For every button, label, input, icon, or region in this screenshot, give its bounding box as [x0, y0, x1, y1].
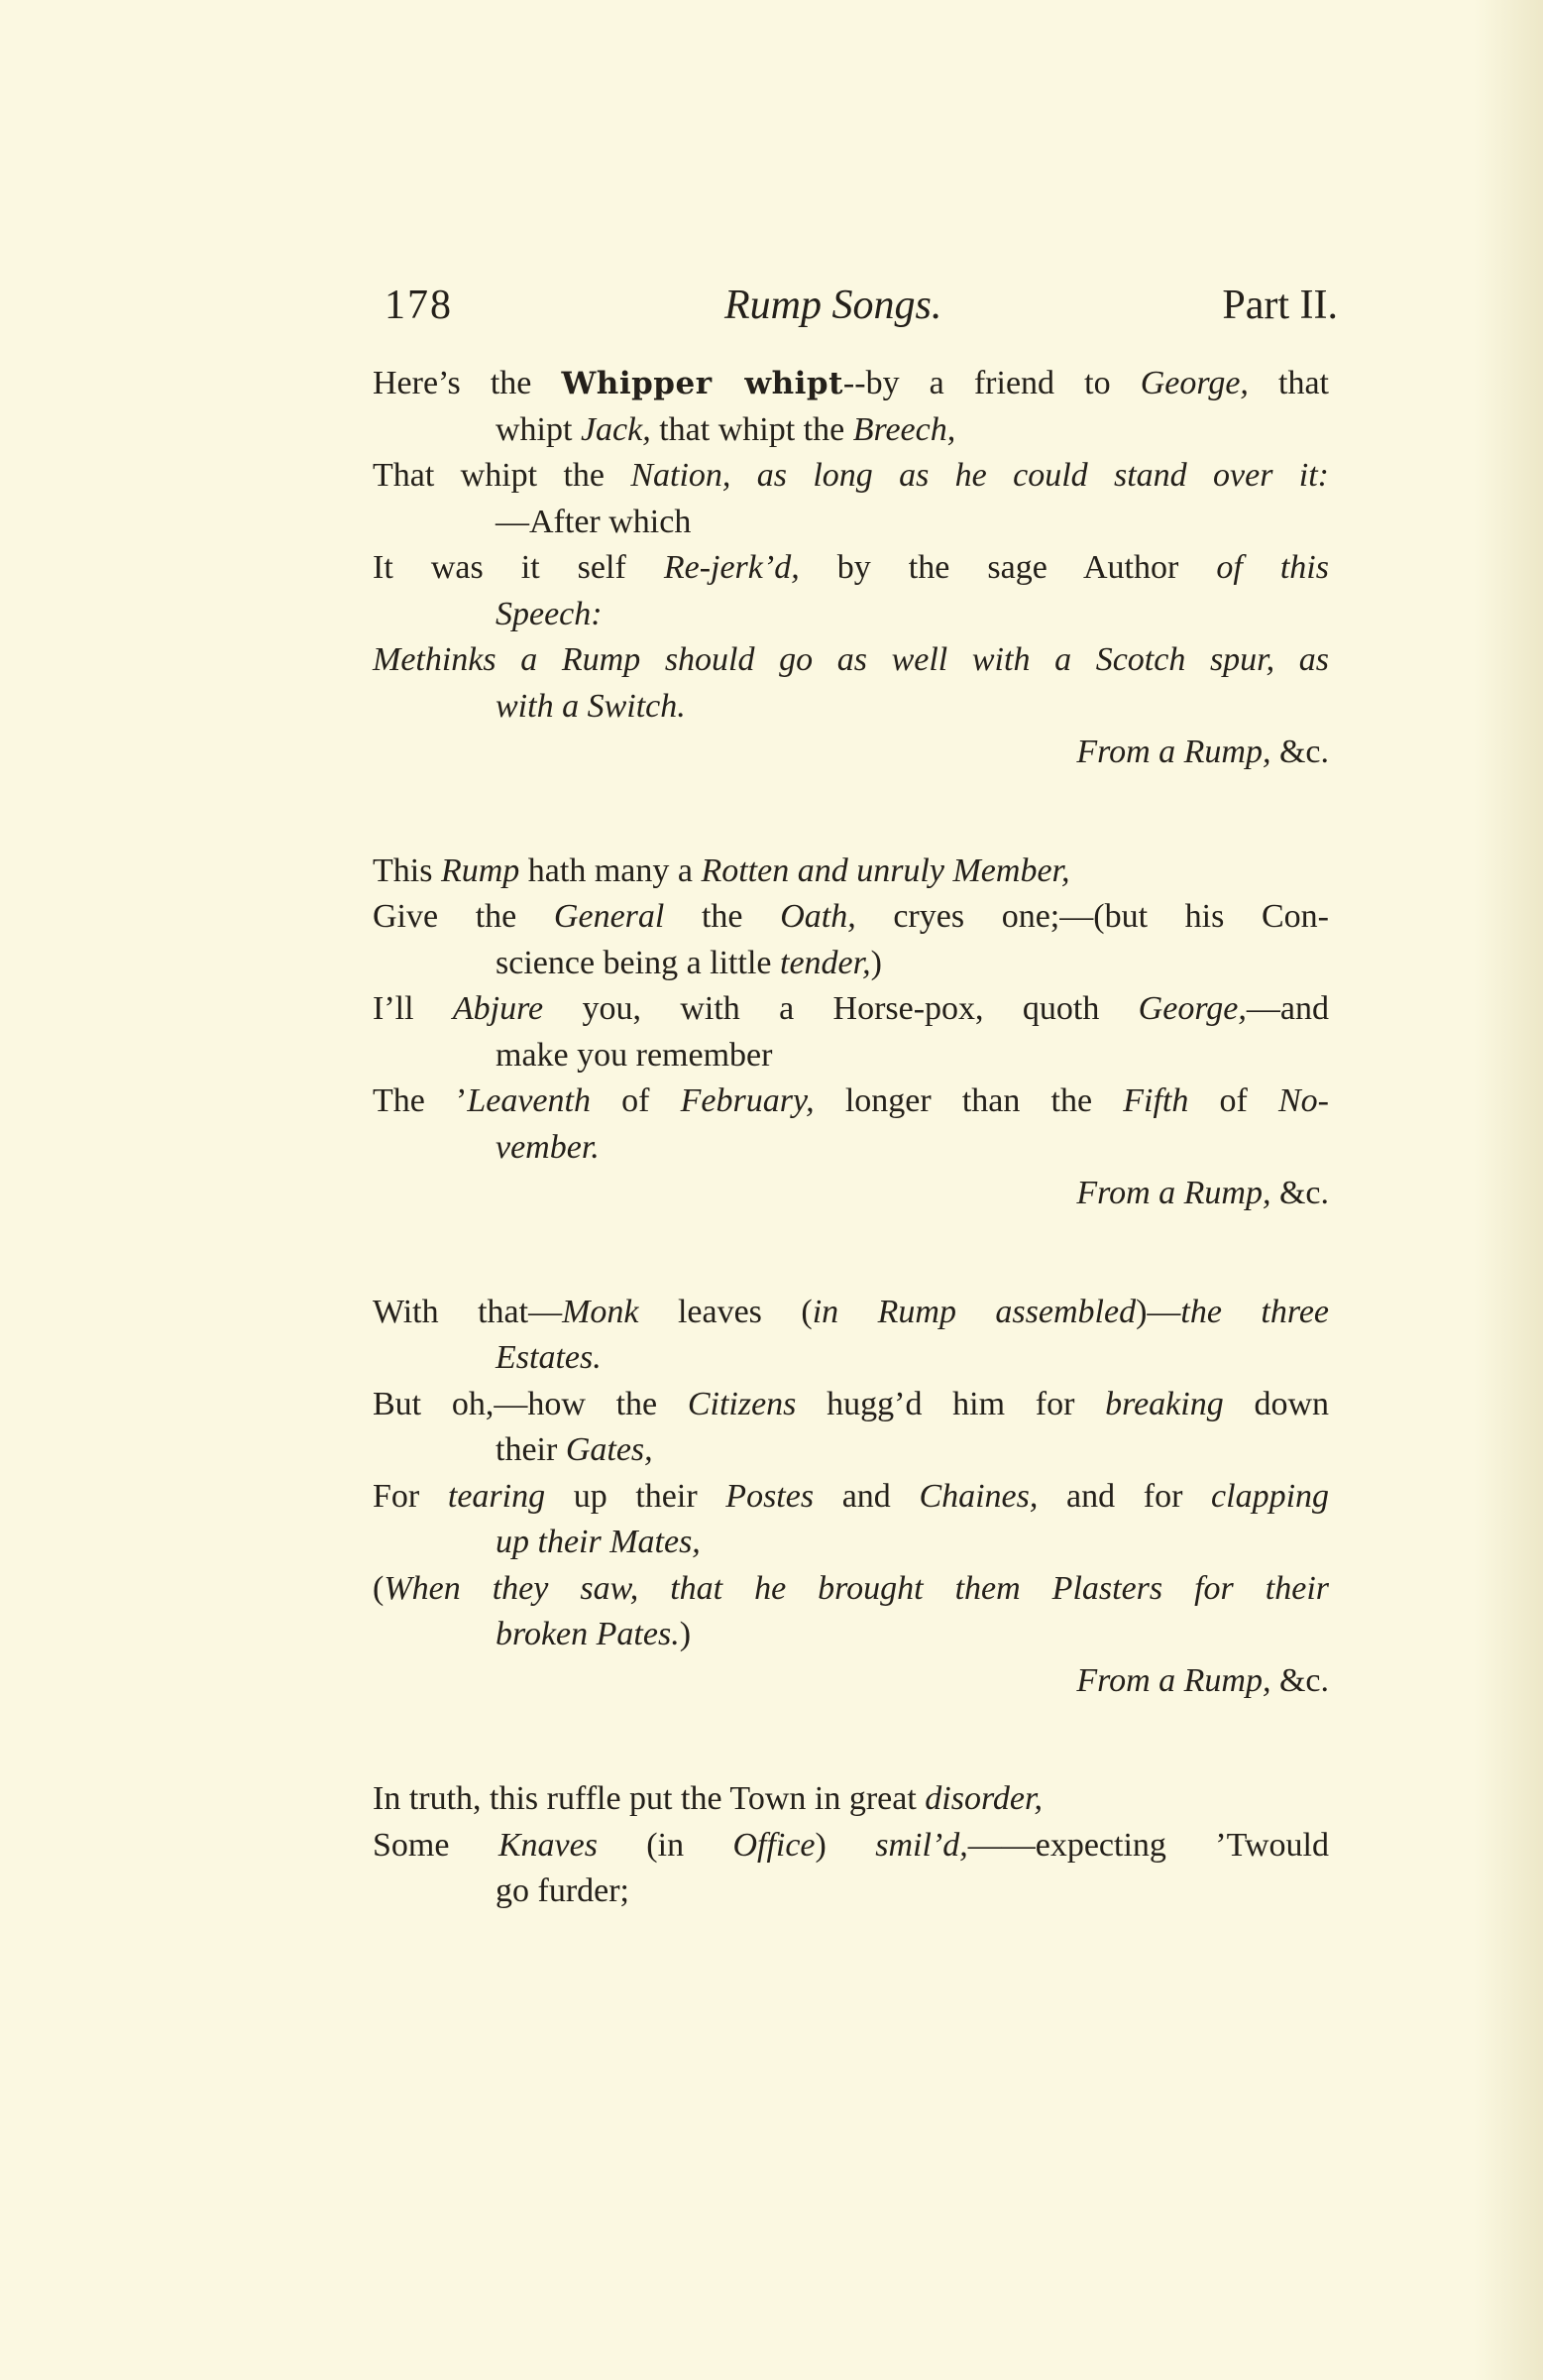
text: —and	[1246, 990, 1329, 1027]
italic-text: General	[553, 898, 665, 935]
italic-text: Monk	[562, 1293, 639, 1330]
text: whipt	[496, 410, 581, 448]
text: cryes one;—(but his Con-	[855, 898, 1329, 935]
italic-text: From a Rump,	[1076, 734, 1271, 770]
text: ——expecting ’Twould	[967, 1826, 1329, 1864]
refrain-line	[373, 730, 1329, 776]
verse-line	[373, 1869, 1329, 1915]
text: leaves (	[638, 1293, 813, 1330]
italic-text: Fifth	[1123, 1082, 1189, 1119]
italic-text: Re-jerk’d,	[663, 549, 800, 586]
italic-text: Nation, as long as he could stand over it:	[630, 457, 1329, 494]
italic-text: disorder,	[925, 1780, 1043, 1817]
italic-text: Methinks a Rump should go as well with a Scotch spur,	[373, 641, 1275, 678]
verse-line	[373, 545, 1329, 592]
text: --by a friend to	[842, 365, 1141, 401]
italic-text: Gates,	[565, 1431, 653, 1468]
verse-line	[373, 849, 1329, 895]
italic-text: Oath,	[780, 898, 856, 935]
page-number: 178	[385, 283, 453, 328]
verse-line	[373, 1335, 1329, 1382]
verse-line	[373, 1427, 1329, 1474]
text: of	[590, 1082, 681, 1119]
text: It was it self	[373, 549, 664, 586]
text: But oh,—how the	[373, 1385, 688, 1422]
text: That whipt the	[373, 457, 631, 494]
italic-text: Abjure	[452, 990, 544, 1027]
italic-text: From a Rump,	[1076, 1175, 1271, 1211]
verse-line	[373, 500, 1329, 546]
text: and	[814, 1477, 920, 1515]
text: that	[1248, 365, 1330, 401]
text: and for	[1038, 1477, 1212, 1515]
verse-line	[373, 1776, 1329, 1823]
text: (in	[597, 1826, 733, 1864]
text: —After which	[496, 503, 692, 540]
italic-text: Chaines,	[919, 1477, 1039, 1515]
text: &c.	[1270, 1175, 1329, 1211]
italic-text: Leaventh	[467, 1082, 591, 1119]
verse-line	[373, 941, 1329, 987]
italic-text: with a Switch.	[496, 687, 686, 725]
italic-text: breaking	[1105, 1385, 1224, 1422]
verse-line	[373, 453, 1329, 500]
verse-line	[373, 407, 1329, 454]
italic-text: Breech,	[852, 410, 956, 448]
italic-text: Rump	[440, 851, 520, 889]
verse-line	[373, 637, 1329, 684]
italic-text: clapping	[1211, 1477, 1330, 1515]
verse-line	[373, 1566, 1329, 1613]
verse-line	[373, 1033, 1329, 1079]
italic-text: When they saw, that he brought them Plasters for their	[384, 1569, 1329, 1607]
text: Here’s the	[373, 365, 562, 401]
verse-line	[373, 684, 1329, 731]
italic-text: tearing	[447, 1477, 546, 1515]
text: )	[870, 944, 882, 981]
stanza-gap	[373, 1704, 1329, 1776]
text: (	[373, 1569, 385, 1607]
text: go furder;	[496, 1872, 630, 1909]
refrain-line	[373, 1171, 1329, 1217]
stanza-gap	[373, 1217, 1329, 1290]
poem-body	[373, 361, 1329, 1915]
verse-line	[373, 1078, 1329, 1125]
italic-text: George,	[1140, 365, 1249, 401]
text: longer than the	[814, 1082, 1124, 1119]
italic-text: Citizens	[687, 1385, 797, 1422]
verse-line	[373, 361, 1329, 407]
text: hath many a	[519, 851, 702, 889]
text	[1274, 641, 1299, 678]
stanza	[373, 1776, 1329, 1915]
text: This	[373, 851, 441, 889]
text: &c.	[1270, 1661, 1329, 1699]
italic-text: as	[1298, 641, 1329, 678]
text: that whipt the	[650, 410, 853, 448]
italic-text: From a Rump,	[1076, 1661, 1271, 1699]
text: make you remember	[496, 1036, 773, 1074]
text: &c.	[1270, 734, 1329, 770]
verse-line	[373, 1823, 1329, 1870]
italic-text: the three	[1180, 1293, 1330, 1330]
italic-text: vember.	[496, 1128, 600, 1166]
text: up their	[545, 1477, 726, 1515]
text: )	[679, 1616, 692, 1652]
verse-line	[373, 1474, 1329, 1521]
text: by the sage Author	[799, 549, 1217, 586]
italic-text: smil’d,	[875, 1826, 968, 1864]
italic-text: George,	[1138, 990, 1247, 1027]
text: Give the	[373, 898, 554, 935]
verse-line	[373, 1125, 1329, 1172]
text: of	[1188, 1082, 1278, 1119]
text: the	[664, 898, 781, 935]
text: With that—	[373, 1293, 563, 1330]
running-header	[385, 276, 1338, 335]
verse-line	[373, 1612, 1329, 1658]
page-edge-shadow	[1474, 0, 1543, 2380]
part-label: Part II.	[1222, 283, 1338, 328]
italic-text: Office	[732, 1826, 816, 1864]
verse-line	[373, 592, 1329, 638]
verse-line	[373, 1382, 1329, 1428]
verse-line	[373, 986, 1329, 1033]
text: you, with a Horse-pox, quoth	[543, 990, 1139, 1027]
italic-text: up their Mates,	[496, 1524, 701, 1560]
verse-line	[373, 1520, 1329, 1566]
running-title: Rump Songs.	[724, 283, 942, 328]
italic-text: Postes	[725, 1477, 815, 1515]
italic-text: in Rump assembled	[812, 1293, 1137, 1330]
stanza	[373, 361, 1329, 776]
text: science being a little	[496, 944, 780, 981]
verse-line	[373, 894, 1329, 941]
italic-text: of this	[1216, 549, 1329, 586]
text: hugg’d him for	[796, 1385, 1106, 1422]
text: I’ll	[373, 990, 453, 1027]
stanza	[373, 849, 1329, 1217]
text: their	[496, 1431, 566, 1468]
italic-text: Estates.	[496, 1339, 602, 1376]
italic-text: broken Pates.	[496, 1616, 680, 1652]
verse-line	[373, 1290, 1329, 1336]
text: In truth, this ruffle put the Town in great	[373, 1780, 926, 1817]
text: down	[1223, 1385, 1329, 1422]
blackletter-text: Whipper whipt	[561, 366, 843, 401]
text: For	[373, 1477, 448, 1515]
text: )—	[1136, 1293, 1181, 1330]
italic-text: Speech:	[496, 595, 603, 632]
italic-text: No-	[1278, 1082, 1329, 1119]
text: )	[815, 1826, 876, 1864]
italic-text: Rotten and unruly Member,	[701, 851, 1070, 889]
stanza-gap	[373, 776, 1329, 849]
text: Some	[373, 1826, 498, 1864]
italic-text: tender,	[780, 944, 871, 981]
italic-text: Jack,	[580, 410, 651, 448]
italic-text: Knaves	[497, 1826, 598, 1864]
refrain-line	[373, 1658, 1329, 1705]
italic-text: February,	[680, 1082, 815, 1119]
stanza	[373, 1290, 1329, 1705]
text: The ’	[373, 1082, 468, 1119]
